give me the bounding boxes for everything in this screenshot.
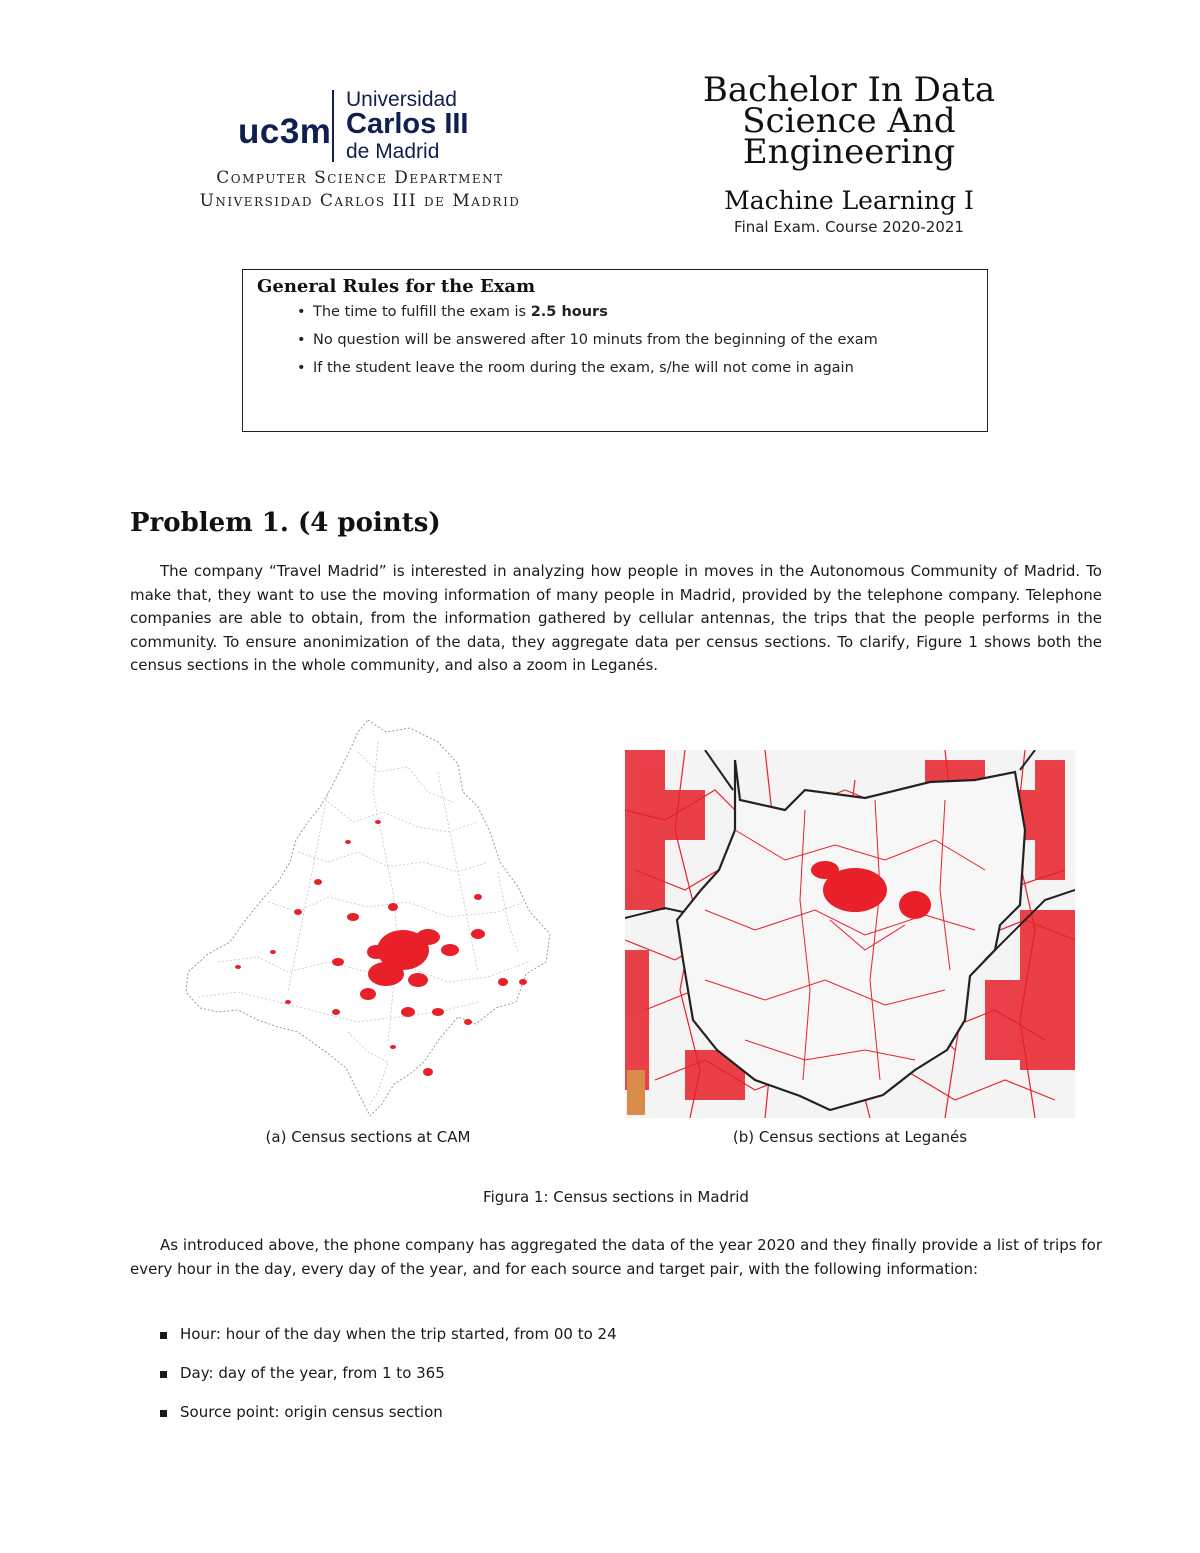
rule-item bbox=[297, 356, 947, 380]
department-name: Computer Science Department bbox=[216, 168, 504, 188]
rule-text: If the student leave the room during the exam, s/he will not come in again bbox=[313, 360, 854, 376]
logo-separator bbox=[332, 90, 334, 162]
figure-caption: Figura 1: Census sections in Madrid bbox=[483, 1188, 749, 1206]
degree-line-1: Bachelor In Data bbox=[702, 70, 996, 110]
leganes-census-map bbox=[625, 750, 1075, 1118]
rule-text: The time to fulfill the exam is bbox=[313, 304, 531, 320]
exam-subtitle: Final Exam. Course 2020-2021 bbox=[734, 218, 964, 236]
university-logo bbox=[238, 88, 470, 164]
logo-universidad: Universidad bbox=[346, 88, 457, 111]
list-item: Source point: origin census section bbox=[160, 1403, 617, 1442]
logo-madrid: de Madrid bbox=[346, 140, 440, 163]
rule-text: No question will be answered after 10 minuts from the beginning of the exam bbox=[313, 332, 878, 348]
cam-outline bbox=[186, 720, 550, 1116]
rule-item bbox=[297, 328, 947, 352]
degree-line-3: Engineering bbox=[742, 132, 956, 172]
logo-uc3m-text: uc3m bbox=[238, 112, 332, 151]
degree-line-2: Science And bbox=[742, 101, 956, 141]
course-title: Machine Learning I bbox=[724, 186, 974, 215]
cam-urban-sections bbox=[235, 820, 527, 1076]
cam-census-map bbox=[178, 712, 558, 1122]
university-name: Universidad Carlos III de Madrid bbox=[199, 191, 521, 211]
legend-swatch bbox=[627, 1070, 645, 1115]
list-item: Day: day of the year, from 1 to 365 bbox=[160, 1364, 617, 1403]
problem-paragraph-1: The company “Travel Madrid” is interested in analyzing how people in moves in the Autonomous Community of Madrid. To make that, they want to use the moving information of many people in Madrid, provided by the telephone company. Telephone companies are able to obtain, from the information gathered by cellular antennas, the trips that the people performs in the community. To ensure anonimization of the data, they aggregate data per census sections. To clarify, Figure 1 shows both the census sections in the whole community, and also a zoom in Leganés. bbox=[130, 562, 1102, 674]
problem-title: Problem 1. (4 points) bbox=[130, 508, 441, 538]
rule-duration: 2.5 hours bbox=[530, 304, 608, 320]
logo-carlos: Carlos III bbox=[346, 108, 469, 140]
list-item: Hour: hour of the day when the trip started, from 00 to 24 bbox=[160, 1325, 617, 1364]
cam-section-lines bbox=[198, 742, 528, 1107]
subcaption-b: (b) Census sections at Leganés bbox=[732, 1128, 968, 1146]
rules-list bbox=[297, 300, 947, 384]
rule-item bbox=[297, 300, 947, 324]
subcaption-a: (a) Census sections at CAM bbox=[265, 1128, 471, 1146]
rules-title: General Rules for the Exam bbox=[257, 276, 536, 297]
exam-rules-box bbox=[242, 269, 988, 432]
problem-paragraph-2: As introduced above, the phone company has aggregated the data of the year 2020 and they finally provide a list of trips for every hour in the day, every day of the year, and for each source and target pair, with the following information: bbox=[130, 1236, 1102, 1278]
information-list bbox=[160, 1325, 617, 1442]
